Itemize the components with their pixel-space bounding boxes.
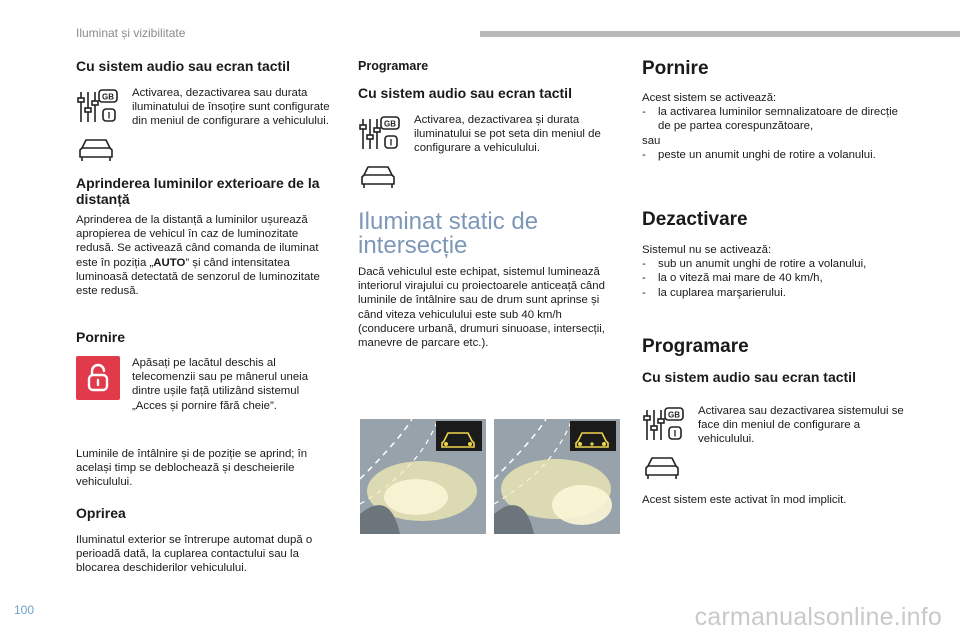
svg-text:I: I [389,137,393,148]
header-rule [480,31,960,37]
open-padlock-icon [76,356,120,400]
svg-text:GB: GB [102,92,114,102]
stop-heading: Oprirea [76,505,126,521]
remote-lighting-text: Aprinderea de la distanță a luminilor ușurează apropierea de vehicul în caz de luminozitate redusă. Se activează când comanda de iluminat este în poziția „AUTO” și când intensitatea luminoasă detectată de senzorul de luminozitate este redusă. [76,214,320,298]
svg-text:GB: GB [384,119,396,129]
activation-heading: Pornire [642,58,709,79]
audio-config-text-2: Activarea, dezactivarea și durata iluminatului se pot seta din meniul de configurare a vehiculului. [414,114,601,155]
section-header: Iluminat și vizibilitate [76,26,186,40]
list-item: - la activarea luminilor semnalizatoare de direcție de pe partea corespunzătoare, [642,106,898,133]
svg-text:GB: GB [668,410,680,420]
settings-gb-icon [76,86,120,126]
svg-text:I: I [673,428,677,439]
svg-text:I: I [107,110,111,121]
lights-on-text: Luminile de întâlnire și de poziție se aprind; în același timp se deblochează și descheierile vehiculului. [76,448,308,489]
audio-heading: Cu sistem audio sau ecran tactil [76,58,290,74]
settings-gb-icon [358,113,402,153]
cornering-illustration-left [360,419,486,534]
deactivation-list: Sistemul nu se activează: - sub un anumit unghi de rotire a volanului, - la o viteză mai mare de 40 km/h, - la cuplarea marşarierului. [642,243,904,300]
programming-heading-2: Programare [642,336,749,357]
audio-config-text: Activarea, dezactivarea sau durata iluminatului de însoțire sunt configurate din meniul de configurare a vehiculului. [132,87,330,128]
audio-config-row [76,86,334,162]
start-text: Apăsați pe lacătul deschis al telecomenzii sau pe mânerul uneia dintre ușile față utilizând sistemul „Acces și pornire fără cheie”. [132,357,309,412]
car-icon [642,454,682,480]
start-row [76,356,334,413]
activation-list: Acest sistem se activează: - la activarea luminilor semnalizatoare de direcție de pe partea corespunzătoare, sau - peste un anumit unghi de rotire a volanului. [642,91,904,162]
audio-heading-3: Cu sistem audio sau ecran tactil [642,369,856,385]
audio-heading-2: Cu sistem audio sau ecran tactil [358,85,572,101]
stop-text: Iluminatul exterior se întrerupe automat după o perioadă dată, la cuplarea contactului sau la blocarea deschiderilor vehiculului. [76,534,313,575]
car-icon [358,163,398,189]
static-cornering-title: Iluminat static de intersecție [358,208,539,259]
list-item: - peste un anumit unghi de rotire a volanului. [642,148,876,161]
list-item: - sub un anumit unghi de rotire a volanului, [642,258,867,271]
static-cornering-text: Dacă vehiculul este echipat, sistemul luminează interiorul virajului cu proiectoarele anticeață când luminile de întâlnire sau de drum sunt aprinse și când viteza vehiculului este sub 40 km/h (conducere urbană, drumuri sinuoase, intersecții, manevre de parcare etc.). [358,266,605,350]
list-item: - la cuplarea marşarierului. [642,286,786,299]
watermark: carmanualsonline.info [694,603,942,631]
programming-heading: Programare [358,59,429,73]
deactivation-heading: Dezactivare [642,209,748,230]
list-item: - la o viteză mai mare de 40 km/h, [642,272,823,285]
audio-config-row-3 [642,404,904,480]
default-state-text: Acest sistem este activat în mod implicit. [642,494,847,506]
page-number: 100 [14,603,35,617]
audio-config-row-2 [358,113,620,189]
settings-gb-icon [642,404,686,444]
car-icon [76,136,116,162]
cornering-illustration-right [494,419,620,534]
start-heading: Pornire [76,329,126,345]
remote-lighting-heading: Aprinderea luminilor exterioare de la distanță [76,175,320,207]
audio-config-text-3: Activarea sau dezactivarea sistemului se face din meniul de configurare a vehiculului. [698,405,904,446]
